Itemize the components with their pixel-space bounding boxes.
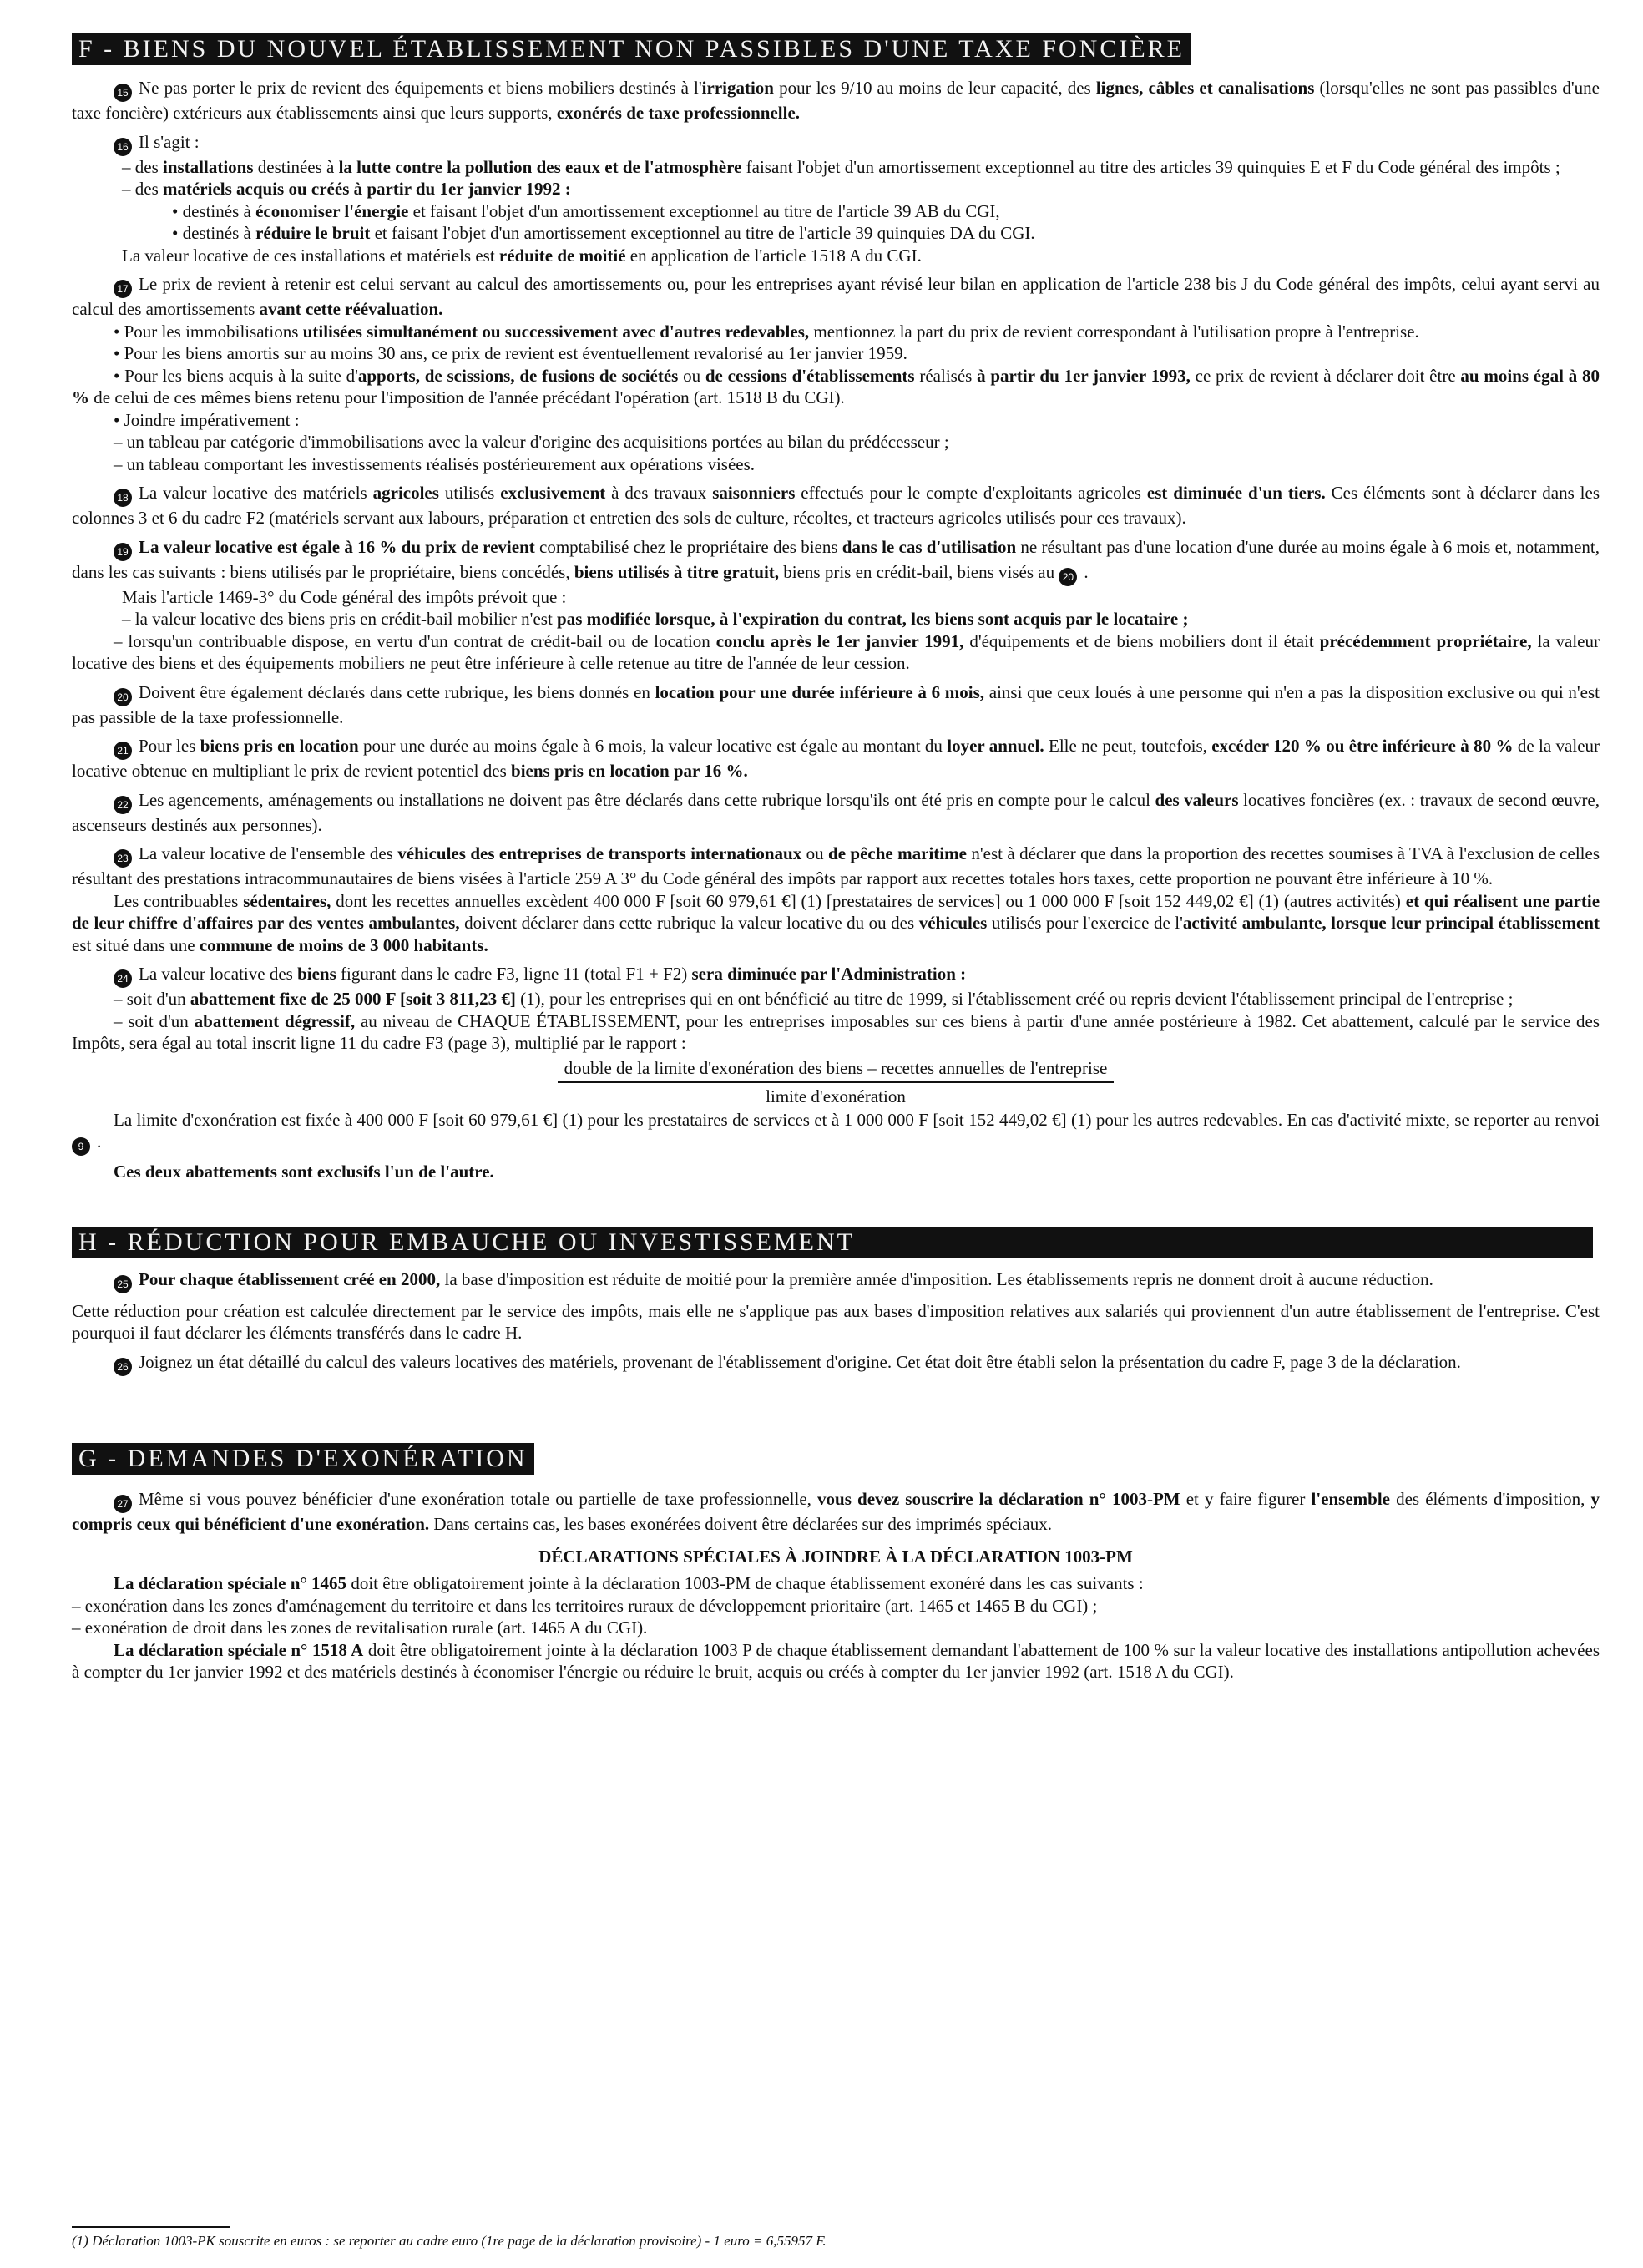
document-page (72, 33, 1600, 1683)
declaration-1465: La déclaration spéciale n° 1465 doit être obligatoirement jointe à la déclaration 1003-PM de chaque établissement exonéré dans les cas suivants : (114, 1573, 1144, 1593)
note-17-bullet: • Joindre impérativement : (114, 409, 300, 430)
note-19-text: Mais l'article 1469-3° du Code général des impôts prévoit que : (122, 586, 567, 607)
section-h-header (72, 1227, 1593, 1258)
section-g-header (72, 1443, 534, 1475)
note-23-text: Les contribuables sédentaires, dont les recettes annuelles excèdent 400 000 F [soit 60 979,61 €] (1) [prestataires de services] ou 1 000 000 F [soit 152 449,02 €] (1) (autres activités) et qui réalisent une partie de leur chiffre d'affaires par des ventes ambulantes, doivent déclarer dans cette rubrique la valeur locative du ou des véhicules utilisés pour l'exercice de l'activité ambulante, lorsque leur principal établissement est situé dans une commune de moins de 3 000 habitants. (72, 890, 1600, 955)
note-number-badge: 20 (114, 688, 132, 706)
note-number-badge: 24 (114, 969, 132, 988)
note-19: 19 La valeur locative est égale à 16 % du prix de revient comptabilisé chez le propriétaire des biens dans le cas d'utilisation ne résultant pas d'une location d'une durée au moins égale à 6 mois et, notamment, dans les cas suivants : biens utilisés par le propriétaire, biens concédés, biens utilisés à titre gratuit, biens pris en crédit-bail, biens visés au 20 . (72, 536, 1600, 586)
note-16-bullet: • destinés à économiser l'énergie et faisant l'objet d'un amortissement exceptionnel au titre de l'article 39 AB du CGI, (172, 200, 1000, 221)
note-17-bullet: • Pour les immobilisations utilisées simultanément ou successivement avec d'autres redevables, mentionnez la part du prix de revient correspondant à l'utilisation propre à l'entreprise. (114, 321, 1419, 342)
note-16-item: – des matériels acquis ou créés à partir du 1er janvier 1992 : (122, 179, 571, 199)
note-number-badge: 27 (114, 1495, 132, 1513)
note-16-conclusion: La valeur locative de ces installations et matériels est réduite de moitié en application de l'article 1518 A du CGI. (122, 245, 922, 266)
note-27: 27 Même si vous pouvez bénéficier d'une exonération totale ou partielle de taxe professionnelle, vous devez souscrire la déclaration n° 1003-PM et y faire figurer l'ensemble des éléments d'imposition, y compris ceux qui bénéficient d'une exonération. Dans certains cas, les bases exonérées doivent être déclarées sur des imprimés spéciaux. (72, 1488, 1600, 1534)
note-17-bullet: • Pour les biens amortis sur au moins 30 ans, ce prix de revient est éventuellement revalorisé au 1er janvier 1959. (114, 343, 907, 363)
note-18: 18 La valeur locative des matériels agricoles utilisés exclusivement à des travaux saisonniers effectués pour le compte d'exploitants agricoles est diminuée d'un tiers. Ces éléments sont à déclarer dans les colonnes 3 et 6 du cadre F2 (matériels servant aux labours, préparation et entretien des sols de culture, récoltes, et tracteurs agricoles utilisés pour ces travaux). (72, 483, 1600, 528)
declaration-1518a: La déclaration spéciale n° 1518 A doit être obligatoirement jointe à la déclaration 1003 P de chaque établissement demandant l'abattement de 100 % sur la valeur locative des installations antipollution achevées à compter du 1er janvier 1992 et des matériels destinés à économiser l'énergie ou réduire le bruit, acquis ou créés à compter du 1er janvier 1992 (art. 1518 A du CGI). (72, 1639, 1600, 1682)
note-20: 20 Doivent être également déclarés dans cette rubrique, les biens donnés en location pour une durée inférieure à 6 mois, ainsi que ceux loués à une personne qui n'en a pas la disposition exclusive ou qui n'est pas passible de la taxe professionnelle. (72, 681, 1600, 727)
note-number-badge: 21 (114, 742, 132, 760)
note-number-badge: 18 (114, 489, 132, 507)
note-17: 17 Le prix de revient à retenir est celui servant au calcul des amortissements ou, pour les entreprises ayant révisé leur bilan en application de l'article 238 bis J du Code général des impôts, celui ayant servi au calcul des amortissements avant cette réévaluation. (72, 274, 1600, 319)
declaration-1465-item: – exonération dans les zones d'aménagement du territoire et dans les territoires ruraux de développement prioritaire (art. 1465 et 1465 B du CGI) ; (72, 1595, 1098, 1616)
note-17-item: – un tableau comportant les investissements réalisés postérieurement aux opérations visées. (114, 453, 756, 474)
note-number-badge: 23 (114, 849, 132, 868)
note-24-item: – soit d'un abattement fixe de 25 000 F [soit 3 811,23 €] (1), pour les entreprises qui en ont bénéficié au titre de 1999, si l'établissement créé ou repris devient l'établissement principal de l'entreprise ; (114, 989, 1514, 1009)
note-22: 22 Les agencements, aménagements ou installations ne doivent pas être déclarés dans cette rubrique lorsqu'ils ont été pris en compte pour le calcul des valeurs locatives foncières (ex. : travaux de second œuvre, ascenseurs destinés aux personnes). (72, 789, 1600, 835)
note-reference-badge: 20 (1059, 568, 1077, 586)
note-16-item: – des installations destinées à la lutte contre la pollution des eaux et de l'atmosphère faisant l'objet d'un amortissement exceptionnel au titre des articles 39 quinquies E et F du Code général des impôts ; (122, 156, 1560, 177)
note-23: 23 La valeur locative de l'ensemble des véhicules des entreprises de transports internationaux ou de pêche maritime n'est à déclarer que dans la proportion des recettes soumises à TVA à l'exclusion de celles résultant des prestations intracommunautaires de biens visées à l'article 259 A 3° du Code général des impôts par rapport aux recettes totales hors taxes, cette proportion ne pouvant être inférieure à 10 %. (72, 843, 1600, 888)
note-number-badge: 15 (114, 84, 132, 102)
note-number-badge: 19 (114, 543, 132, 561)
declaration-1465-item: – exonération de droit dans les zones de revitalisation rurale (art. 1465 A du CGI). (72, 1617, 648, 1638)
note-24-limit: La limite d'exonération est fixée à 400 000 F [soit 60 979,61 €] (1) pour les prestataires de services et à 1 000 000 F [soit 152 449,02 €] (1) pour les autres redevables. En cas d'activité mixte, se reporter au renvoi 9 . (72, 1109, 1600, 1157)
note-16-bullet: • destinés à réduire le bruit et faisant l'objet d'un amortissement exceptionnel au titre de l'article 39 quinquies DA du CGI. (172, 223, 1035, 243)
section-g-title: G - DEMANDES D'EXONÉRATION (78, 1444, 528, 1472)
special-declarations-title: DÉCLARATIONS SPÉCIALES À JOINDRE À LA DÉCLARATION 1003-PM (538, 1547, 1133, 1567)
section-f-title: F - BIENS DU NOUVEL ÉTABLISSEMENT NON PASSIBLES D'UNE TAXE FONCIÈRE (78, 35, 1185, 63)
note-number-badge: 22 (114, 796, 132, 814)
fraction-denominator: limite d'exonération (766, 1086, 906, 1106)
note-24: 24 La valeur locative des biens figurant dans le cadre F3, ligne 11 (total F1 + F2) sera diminuée par l'Administration : (72, 963, 1600, 988)
note-26: 26 Joignez un état détaillé du calcul des valeurs locatives des matériels, provenant de l'établissement d'origine. Cet état doit être établi selon la présentation du cadre F, page 3 de la déclaration. (72, 1351, 1600, 1376)
note-21: 21 Pour les biens pris en location pour une durée au moins égale à 6 mois, la valeur locative est égale au montant du loyer annuel. Elle ne peut, toutefois, excéder 120 % ou être inférieure à 80 % de la valeur locative obtenue en multipliant le prix de revient potentiel des biens pris en location par 16 %. (72, 736, 1600, 781)
fraction-numerator: double de la limite d'exonération des biens – recettes annuelles de l'entreprise (558, 1058, 1115, 1083)
note-24-exclusive: Ces deux abattements sont exclusifs l'un de l'autre. (114, 1162, 494, 1182)
note-number-badge: 26 (114, 1358, 132, 1376)
note-24-item: – soit d'un abattement dégressif, au niveau de CHAQUE ÉTABLISSEMENT, pour les entreprises imposables sur ces biens à partir d'une année postérieure à 1982. Cet abattement, calculé par le service des Impôts, sera égal au total inscrit ligne 11 du cadre F3 (page 3), multiplié par le rapport : (72, 1010, 1600, 1053)
note-16: 16 Il s'agit : (72, 131, 1600, 156)
note-number-badge: 17 (114, 280, 132, 298)
note-reference-badge: 9 (72, 1137, 90, 1156)
section-h-title: H - RÉDUCTION POUR EMBAUCHE OU INVESTISSEMENT (78, 1228, 855, 1256)
note-15: 15 Ne pas porter le prix de revient des équipements et biens mobiliers destinés à l'irrigation pour les 9/10 au moins de leur capacité, des lignes, câbles et canalisations (lorsqu'elles ne sont pas passibles d'une taxe foncière) extérieurs aux établissements ainsi que leurs supports, exonérés de taxe professionnelle. (72, 78, 1600, 123)
note-17-bullet: • Pour les biens acquis à la suite d'apports, de scissions, de fusions de sociétés ou de cessions d'établissements réalisés à partir du 1er janvier 1993, ce prix de revient à déclarer doit être au moins égal à 80 % de celui de ces mêmes biens retenu pour l'imposition de l'année précédant l'opération (art. 1518 B du CGI). (72, 365, 1600, 408)
note-25-text: Cette réduction pour création est calculée directement par le service des impôts, mais elle ne s'applique pas aux bases d'imposition relatives aux salariés qui proviennent d'un autre établissement de l'entreprise. C'est pourquoi il faut déclarer les éléments transférés dans le cadre H. (72, 1300, 1600, 1343)
abatement-ratio-fraction (72, 1058, 1600, 1107)
section-f-header (72, 33, 1191, 65)
note-number-badge: 25 (114, 1275, 132, 1293)
footnote-divider (72, 2226, 230, 2228)
footnote: (1) Déclaration 1003-PK souscrite en euros : se reporter au cadre euro (1re page de la déclaration provisoire) - 1 euro = 6,55957 F. (72, 2233, 827, 2249)
note-19-item: – lorsqu'un contribuable dispose, en vertu d'un contrat de crédit-bail ou de location conclu après le 1er janvier 1991, d'équipements et de biens mobiliers dont il était précédemment propriétaire, la valeur locative des biens et des équipements mobiliers ne peut être inférieure à celle retenue au titre de l'année de leur cession. (72, 630, 1600, 673)
note-number-badge: 16 (114, 138, 132, 156)
note-25: 25 Pour chaque établissement créé en 2000, la base d'imposition est réduite de moitié pour la première année d'imposition. Les établissements repris ne donnent droit à aucune réduction. (72, 1268, 1600, 1293)
note-19-item: – la valeur locative des biens pris en crédit-bail mobilier n'est pas modifiée lorsque, à l'expiration du contrat, les biens sont acquis par le locataire ; (122, 609, 1189, 629)
note-17-item: – un tableau par catégorie d'immobilisations avec la valeur d'origine des acquisitions portées au bilan du prédécesseur ; (114, 432, 949, 452)
